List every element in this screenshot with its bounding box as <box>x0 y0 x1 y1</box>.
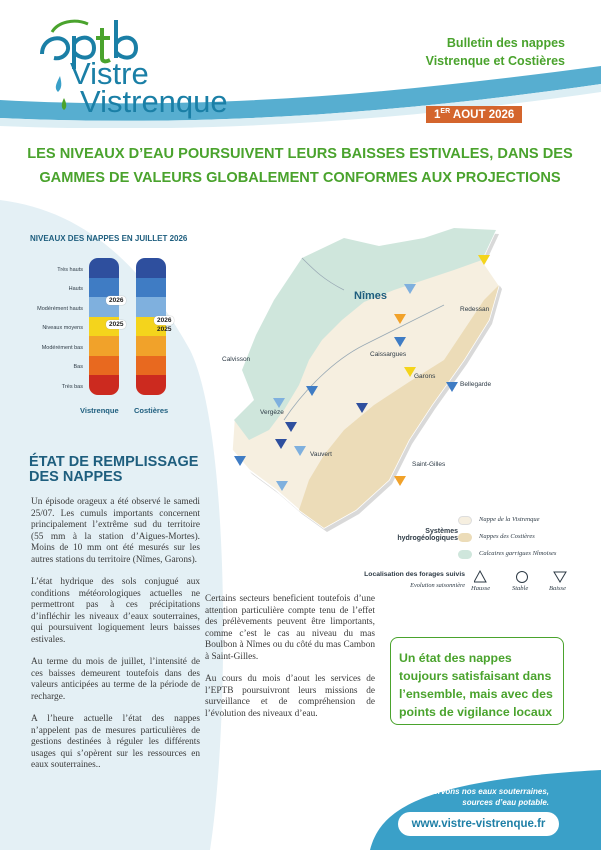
baisse-icon <box>554 572 566 582</box>
paragraph: Certains secteurs beneficient toutefois d’une attention particulière compte tenu de l’effet des prélèvements peuvent être limportants, comme c’est le cas au niveau du mas Boulbon à Nîmes ou du côté du mas Cambon à Saint-Gilles. <box>205 594 375 662</box>
vistrenque-year-current: 2026 <box>106 296 126 305</box>
website-link[interactable]: www.vistre-vistrenque.fr <box>398 812 559 836</box>
gauge-name-vistrenque: Vistrenque <box>80 406 119 415</box>
legend-item: Calcaires garrigues Nîmoises <box>479 550 557 557</box>
costieres-year-current: 2026 <box>154 316 174 325</box>
gauge-segment <box>89 258 119 278</box>
map-label: Vauvert <box>310 451 332 458</box>
gauge-segment <box>89 356 119 376</box>
level-label: Très bas <box>61 384 83 390</box>
bulletin-title: Bulletin des nappes Vistrenque et Costières <box>425 36 565 68</box>
level-label: Modérément hauts <box>37 306 83 312</box>
territory-map <box>214 210 514 540</box>
key-message: Un état des nappes toujours satisfaisant dans l’ensemble, mais avec des points de vigilance locaux <box>399 651 553 719</box>
gauge-segment <box>89 375 119 395</box>
footer-note: Préservons nos eaux souterraines, sources d’eau potable. <box>416 787 549 807</box>
level-label: Hauts <box>68 286 83 292</box>
paragraph: Au terme du mois de juillet, l’intensité de ces baisses demeurent toutefois dans des valeurs anticipées au terme de la période de recharge. <box>31 657 200 702</box>
gauge-name-costieres: Costières <box>134 406 169 415</box>
map-label: Redessan <box>460 306 490 313</box>
date-badge: 1ER AOUT 2026 <box>426 106 522 123</box>
gauge-segment <box>89 278 119 298</box>
paragraph: A l’heure actuelle l’état des nappes n’appelent pas de mesures particulières de gestions destinées à réguler les différents usages qui s’opèrent sur les ressources en eaux souterraines.. <box>31 714 200 770</box>
legend-swatch-vistrenque <box>458 516 472 525</box>
map-label: Caissargues <box>370 351 407 358</box>
legend-item: Nappes des Costières <box>479 533 535 540</box>
stable-label: Stable <box>512 585 529 592</box>
map-label: Saint-Gilles <box>412 461 446 468</box>
headline: LES NIVEAUX D’EAU POURSUIVENT LEURS BAISSES ESTIVALES, DANS DES GAMMES DE VALEURS GLOBALEMENT CONFORMES AUX PROJECTIONS <box>27 146 573 186</box>
key-message-box <box>390 637 564 725</box>
gauge-segment <box>136 297 166 317</box>
map-label: Garons <box>414 373 436 380</box>
forages-subtitle: Evolution saisonnière <box>410 582 465 589</box>
paragraph: Au cours du mois d’aout les services de l’EPTB poursuivront leurs missions de surveillance et de compréhension de l’évolution des niveaux d’eau. <box>205 674 375 719</box>
gauge-segment <box>136 336 166 356</box>
hausse-icon <box>474 571 486 582</box>
map-label: Calvisson <box>222 356 251 363</box>
baisse-label: Baisse <box>549 585 566 592</box>
level-label: Très hauts <box>57 267 83 273</box>
gauge-segment <box>136 356 166 376</box>
map-label: Vergèze <box>260 409 284 416</box>
map-label: Nîmes <box>354 290 388 302</box>
level-label: Niveaux moyens <box>42 325 83 331</box>
paragraph: L’état hydrique des sols conjugué aux conditions météorologiques actuelles ne permettront pas à ces précipitations d’infléchir les niveaux d’eaux souterraines, qui poursuivent logiquement leurs baisses estivales. <box>31 577 200 645</box>
level-label: Bas <box>73 364 83 370</box>
logo-wordmark-vistre: Vistre <box>70 56 149 91</box>
paragraph: Un épisode orageux a été observé le samedi 25/07. Les cumuls importants concernent principalement l’extrême sud du territoire (55 mm à la station d’Aigues-Mortes). Moins de 10 mm ont été mesurés sur les autres stations du territoire (Nîmes, Garons). <box>31 497 200 565</box>
gauge-segment <box>136 375 166 395</box>
legend-item: Nappe de la Vistrenque <box>479 516 540 523</box>
costieres-year-previous: 2025 <box>157 326 172 333</box>
map-label: Bellegarde <box>460 381 492 388</box>
level-label: Modérément bas <box>41 345 83 351</box>
hausse-label: Hausse <box>471 585 491 592</box>
legend-swatch-costieres <box>458 533 472 542</box>
gauge-segment <box>136 258 166 278</box>
stable-icon <box>517 572 528 583</box>
logo-wordmark-vistrenque: Vistrenque <box>80 84 228 119</box>
gauge-segment <box>89 336 119 356</box>
gauge-segment <box>136 278 166 298</box>
forages-title: Localisation des forages suivis <box>364 571 465 578</box>
vistrenque-year-previous: 2025 <box>106 320 126 329</box>
body-column-2 <box>205 594 375 731</box>
section-title: ÉTAT DE REMPLISSAGE DES NAPPES <box>29 454 199 485</box>
legend-systems-title: Systèmes hydrogéologiques <box>397 528 458 542</box>
legend-swatch-garrigues <box>458 550 472 559</box>
gauge-title: NIVEAUX DES NAPPES EN JUILLET 2026 <box>30 234 188 243</box>
trend-symbols <box>474 569 574 585</box>
